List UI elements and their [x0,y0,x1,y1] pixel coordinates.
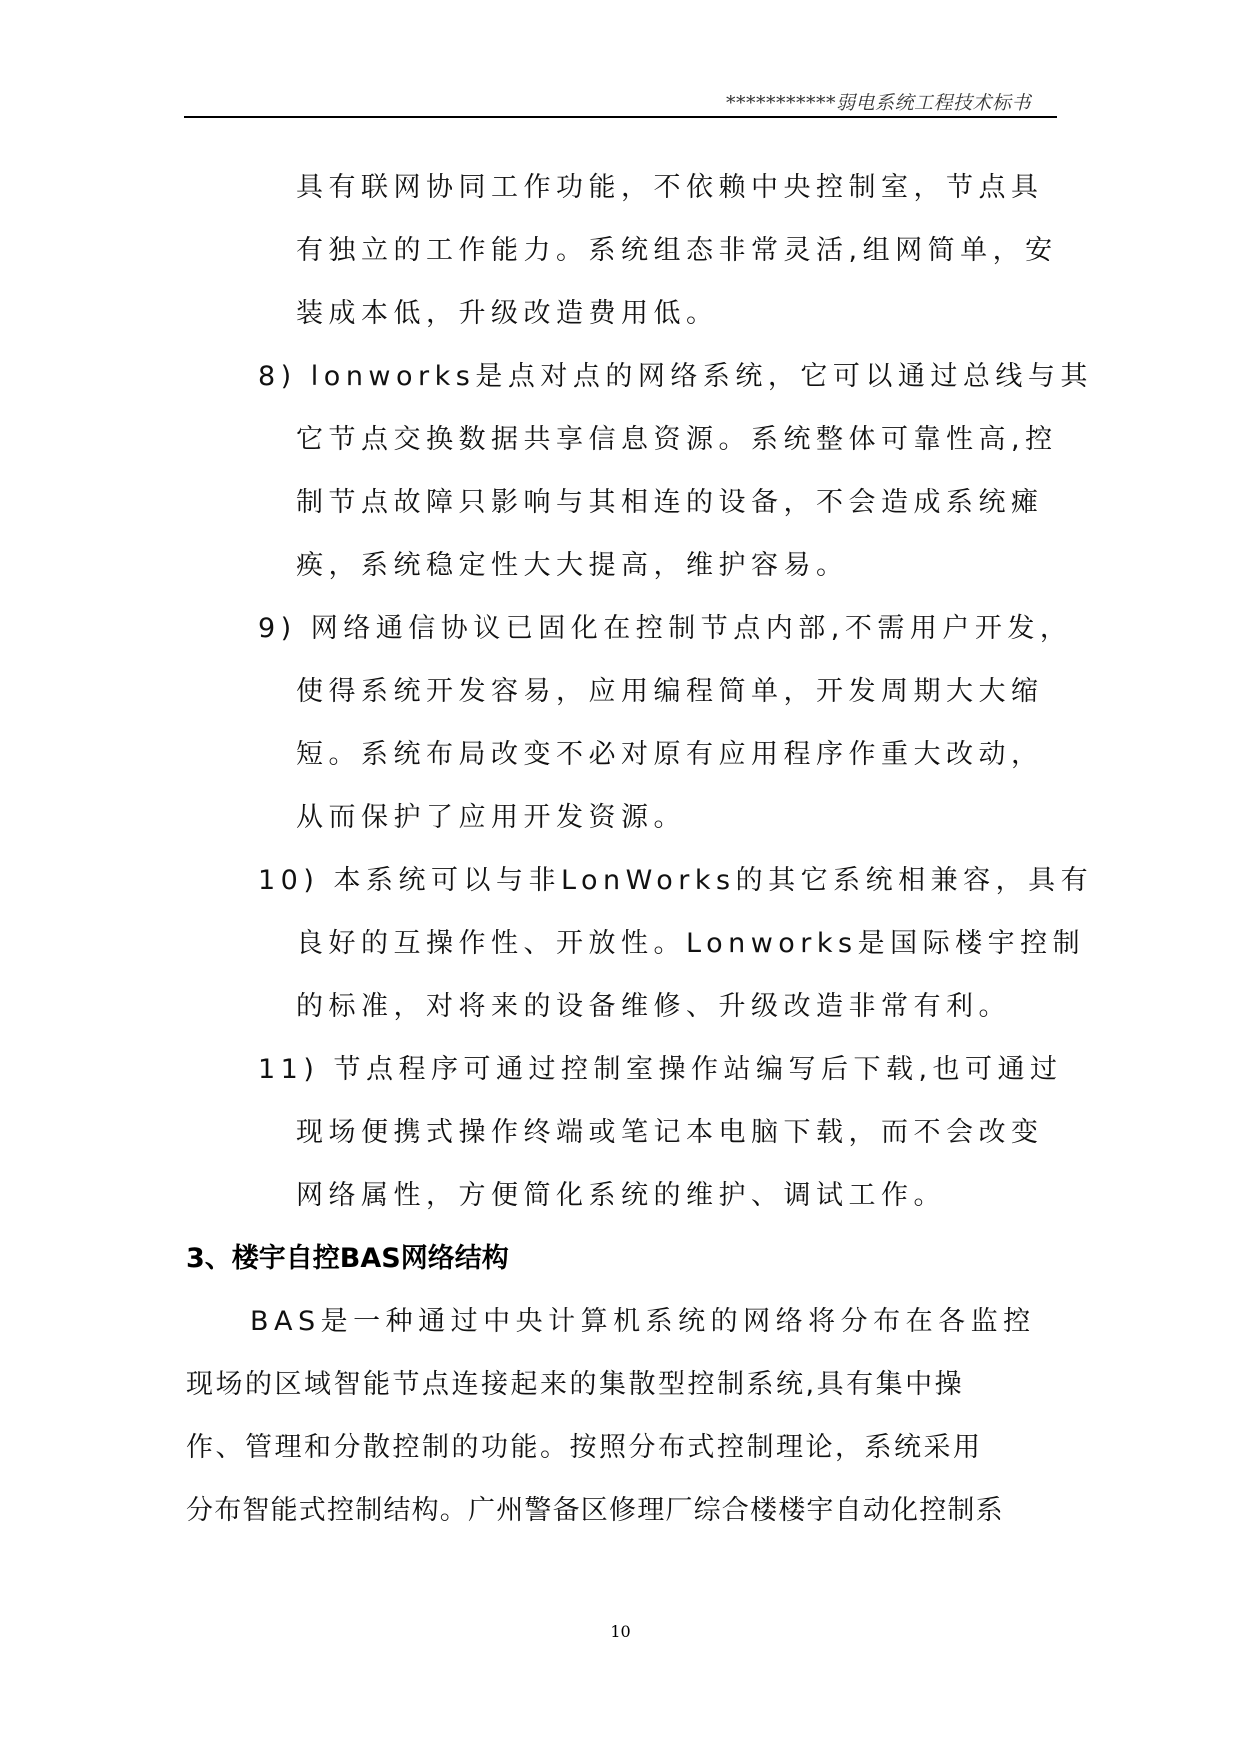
paragraph-line: 分布智能式控制结构。广州警备区修理厂综合楼楼宇自动化控制系 [186,1495,1004,1526]
paragraph-line: 现场的区域智能节点连接起来的集散型控制系统,具有集中操 [186,1369,965,1400]
text-line: 短。系统布局改变不必对原有应用程序作重大改动， [296,739,1044,770]
list-item-10: 10) 本系统可以与非LonWorks的其它系统相兼容，具有 [258,865,1094,896]
text-line: 装成本低，升级改造费用低。 [296,298,719,329]
section-heading: 3、楼宇自控BAS网络结构 [186,1243,509,1274]
text-line: 网络属性，方便简化系统的维护、调试工作。 [296,1180,946,1211]
text-line: 有独立的工作能力。系统组态非常灵活,组网简单，安 [296,235,1058,266]
list-item-8: 8) lonworks是点对点的网络系统，它可以通过总线与其 [258,361,1093,392]
text-line: 现场便携式操作终端或笔记本电脑下载，而不会改变 [296,1117,1044,1148]
paragraph-line: BAS是一种通过中央计算机系统的网络将分布在各监控 [250,1306,1036,1337]
text-line: 使得系统开发容易，应用编程简单，开发周期大大缩 [296,676,1044,707]
header-title: ***********弱电系统工程技术标书 [725,92,1031,114]
text-line: 痪，系统稳定性大大提高，维护容易。 [296,550,849,581]
text-line: 的标准，对将来的设备维修、升级改造非常有利。 [296,991,1011,1022]
text-line: 从而保护了应用开发资源。 [296,802,686,833]
list-item-9: 9) 网络通信协议已固化在控制节点内部,不需用户开发， [258,613,1073,644]
page-header [184,80,1057,118]
text-line: 具有联网协同工作功能，不依赖中央控制室，节点具 [296,172,1044,203]
paragraph-line: 作、管理和分散控制的功能。按照分布式控制理论，系统采用 [186,1432,983,1463]
text-line: 良好的互操作性、开放性。Lonworks是国际楼宇控制 [296,928,1086,959]
text-line: 它节点交换数据共享信息资源。系统整体可靠性高,控 [296,424,1058,455]
list-item-11: 11) 节点程序可通过控制室操作站编写后下载,也可通过 [258,1054,1063,1085]
page-number: 10 [610,1622,631,1641]
text-line: 制节点故障只影响与其相连的设备，不会造成系统瘫 [296,487,1044,518]
